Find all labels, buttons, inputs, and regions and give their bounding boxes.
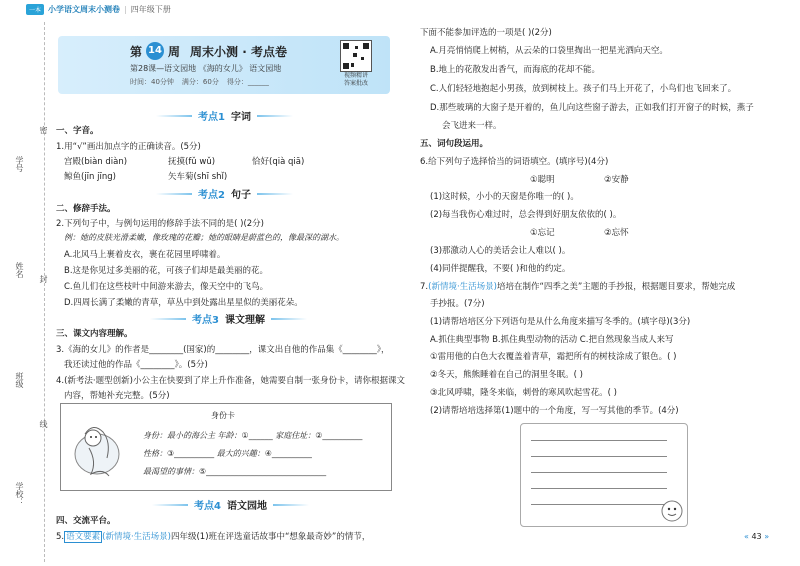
q5-prompt: 5. 语文要素 (新情境·生活场景)四年级(1)班在评选童话故事中“想象最奇妙”的情节， [56, 532, 371, 542]
full-score: 满分：60分 [181, 78, 219, 86]
cut-label-1: 密 [39, 126, 48, 134]
r7-prompt-cont: 手抄报。(7分) [430, 299, 485, 309]
section-name: 语文园地 [226, 501, 267, 512]
q2-example: 例：她的皮肤光滑柔嫩，像玫瑰的花瓣；她的眼睛是蔚蓝色的，像最深的湖水。 [64, 233, 344, 242]
q2-option-d[interactable]: D.四周长满了柔嫩的青草，草丛中到处露出星星似的美丽花朵。 [64, 298, 303, 308]
binding-margin [0, 22, 50, 566]
r7-number: 7. [420, 282, 429, 292]
q1-item-a[interactable]: 宫殿(biàn diàn) [64, 157, 128, 167]
q4-line-1: 4.(新考法·题型创新)小公主在快要到了岸上升作准备，她需要自制一张身份卡，请你根据课文 [56, 376, 405, 386]
r6-prompt: 6.给下列句子选择恰当的词语填空。(填序号)(4分) [420, 157, 609, 167]
writing-line[interactable] [531, 488, 667, 489]
q2-option-a[interactable]: A.北风马上裹着皮衣，裹在花园里呼啸着。 [64, 250, 226, 260]
writing-line[interactable] [531, 472, 667, 473]
week-suffix: 周 [168, 44, 181, 59]
quiz-header [58, 36, 390, 94]
q2-option-b[interactable]: B.这是你见过多美丽的花，可孩子们却是最美丽的花。 [64, 266, 269, 276]
r6-choice-1: ①聪明 [530, 175, 555, 185]
r6-choice-3: ①忘记 [530, 228, 555, 238]
q3-line-1[interactable]: 3.《海的女儿》的作者是________(国家)的________，课文出自他的作品集《________》， [56, 345, 390, 355]
student-name-label: 姓名 [15, 262, 24, 278]
next-page-icon[interactable]: » [764, 532, 770, 541]
section-heading-2 [156, 186, 293, 201]
prev-page-icon[interactable]: « [744, 532, 749, 541]
q5-tag-literacy: 语文要素 [66, 532, 101, 542]
r1-option-c[interactable]: C.人们轻轻地抱起小男孩，放到树枝上。孩子们马上开花了，小鸟们也飞回来了。 [430, 84, 737, 94]
writing-line[interactable] [531, 456, 667, 457]
identity-card [60, 403, 392, 491]
q5-text: 四年级(1)班在评选童话故事中“想象最奇妙”的情节， [170, 532, 371, 542]
writing-line[interactable] [531, 440, 667, 441]
r6-item-4[interactable]: (4)同伴提醒我，不要( )和他的约定。 [430, 264, 571, 274]
card-title: 身份卡 [211, 411, 235, 420]
r5-heading: 五、词句段运用。 [420, 139, 489, 149]
r7-text: 培培在制作“四季之美”主题的手抄报，根据题目要求，帮她完成 [496, 282, 736, 292]
mascot-icon [659, 498, 685, 524]
week-prefix: 第 [130, 44, 143, 59]
cut-label-2: 封 [39, 275, 48, 283]
title-separator: | [124, 5, 127, 14]
cut-line [44, 22, 45, 562]
quiz-meta [130, 77, 269, 87]
score-field[interactable]: 得分：______ [226, 78, 269, 86]
r7-item-2[interactable]: ②冬天，熊熊睡着在自己的洞里冬眠。( ) [430, 370, 583, 380]
qr-code[interactable] [340, 40, 372, 72]
q5-tag-context: (新情境·生活场景) [102, 532, 171, 542]
qr-caption: 视频精讲 答案批改 [343, 72, 368, 87]
quiz-title [130, 42, 287, 60]
q1-item-d[interactable]: 鲸鱼(jīn jīng) [64, 172, 116, 182]
week-number: 14 [146, 42, 164, 60]
top-bar [0, 0, 800, 22]
q4-line-2: 内容，帮她补充完整。(5分) [64, 391, 170, 401]
q2-heading: 二、修辞手法。 [56, 204, 116, 214]
mermaid-illustration [67, 418, 127, 480]
r7-sub-2: (2)请帮培培选择第(1)题中的一个角度，写一写其他的季节。(4分) [430, 406, 679, 416]
r7-options: A.抓住典型事物 B.抓住典型动物的活动 C.把自然现象当成人来写 [430, 335, 674, 345]
section-heading-1 [156, 108, 293, 123]
r7-sub-1: (1)请帮培培区分下列语句是从什么角度来描写冬季的。(填字母)(3分) [430, 317, 691, 327]
class-label: 班级 [15, 372, 24, 388]
q3-line-2[interactable]: 我还读过他的作品《________》。(5分) [64, 360, 208, 370]
page-number [744, 532, 769, 541]
grade-label: 四年级下册 [130, 5, 171, 14]
r6-item-2[interactable]: (2)每当我伤心难过时，总会得到好朋友依依的( )。 [430, 210, 622, 220]
section-name: 句子 [230, 190, 251, 201]
writing-line[interactable] [531, 504, 667, 505]
q1-heading: 一、字音。 [56, 126, 99, 136]
section-key: 考点3 [192, 315, 219, 326]
student-id-label: 学号 [15, 156, 24, 172]
r1-option-a[interactable]: A.月亮悄悄爬上树梢，从云朵的口袋里掏出一把星光洒向天空。 [430, 46, 668, 56]
r1-option-d[interactable]: D.那些玻璃的大窗子是开着的，鱼儿向这些窗子游去，正如我们打开窗子的时候，燕子 [430, 103, 754, 113]
card-row-1[interactable]: 身份：最小的海公主 年龄：①______ 家庭住址：②__________ [143, 431, 363, 440]
card-row-2[interactable]: 性格：③__________ 最大的兴趣：④__________ [143, 449, 312, 458]
section-key: 考点1 [198, 112, 225, 123]
section-heading-3 [150, 311, 307, 326]
r7-prompt [420, 280, 735, 292]
r7-item-3[interactable]: ③北风呼啸，隆冬来临，刺骨的寒风吹起雪花。( ) [430, 388, 617, 398]
cut-label-3: 线 [39, 420, 48, 428]
r7-tag: (新情境·生活场景) [428, 282, 497, 292]
r6-choice-2: ②安静 [604, 175, 629, 185]
r7-item-1[interactable]: ①雷用他的白色大衣覆盖着青草，霜把所有的树枝涂成了银色。( ) [430, 352, 677, 362]
brand-logo: 一本 [26, 4, 44, 15]
card-row-3[interactable]: 最渴望的事情：⑤______________________________ [143, 467, 327, 476]
section-key: 考点4 [194, 501, 221, 512]
r1-prompt: 下面不能参加评选的一项是( )(2分) [420, 28, 552, 38]
section-name: 课文理解 [224, 315, 265, 326]
q1-item-b[interactable]: 抚摸(fǔ wǔ) [168, 157, 216, 167]
q1-item-e[interactable]: 矢车菊(shī shǐ) [168, 172, 228, 182]
r1-option-d-cont: 会飞进来一样。 [442, 121, 502, 131]
section-name: 字词 [230, 112, 251, 123]
time-limit: 时间：40分钟 [130, 78, 174, 86]
r6-item-3[interactable]: (3)那激动人心的美话会让人难以( )。 [430, 246, 571, 256]
q1-prompt: 1.用“√”画出加点字的正确读音。(5分) [56, 142, 201, 152]
book-title: 小学语文周末小测卷 [48, 5, 121, 14]
r6-item-1[interactable]: (1)这时候，小小的天窗是你唯一的( )。 [430, 192, 579, 202]
q5-heading: 四、交流平台。 [56, 516, 116, 526]
brand [26, 4, 171, 15]
section-heading-4 [152, 497, 309, 512]
page-number-value: 43 [751, 532, 762, 541]
q2-option-c[interactable]: C.鱼儿们在这些枝叶中间游来游去，像天空中的飞鸟。 [64, 282, 269, 292]
q3-heading: 三、课文内容理解。 [56, 329, 133, 339]
q1-item-c[interactable]: 恰好(qià qiā) [252, 157, 305, 167]
school-label: 学校： [15, 482, 24, 506]
writing-box[interactable] [520, 423, 688, 527]
q2-prompt: 2.下列句子中，与例句运用的修辞手法不同的是( )(2分) [56, 219, 264, 229]
quiz-name: 周末小测 · 考点卷 [190, 44, 287, 59]
section-key: 考点2 [198, 190, 225, 201]
quiz-scope: 第28课—语文园地 《海的女儿》 语文园地 [130, 64, 282, 73]
r1-option-b[interactable]: B.地上的花散发出香气，而海底的花却不能。 [430, 65, 601, 75]
r6-choice-4: ②忘怀 [604, 228, 629, 238]
